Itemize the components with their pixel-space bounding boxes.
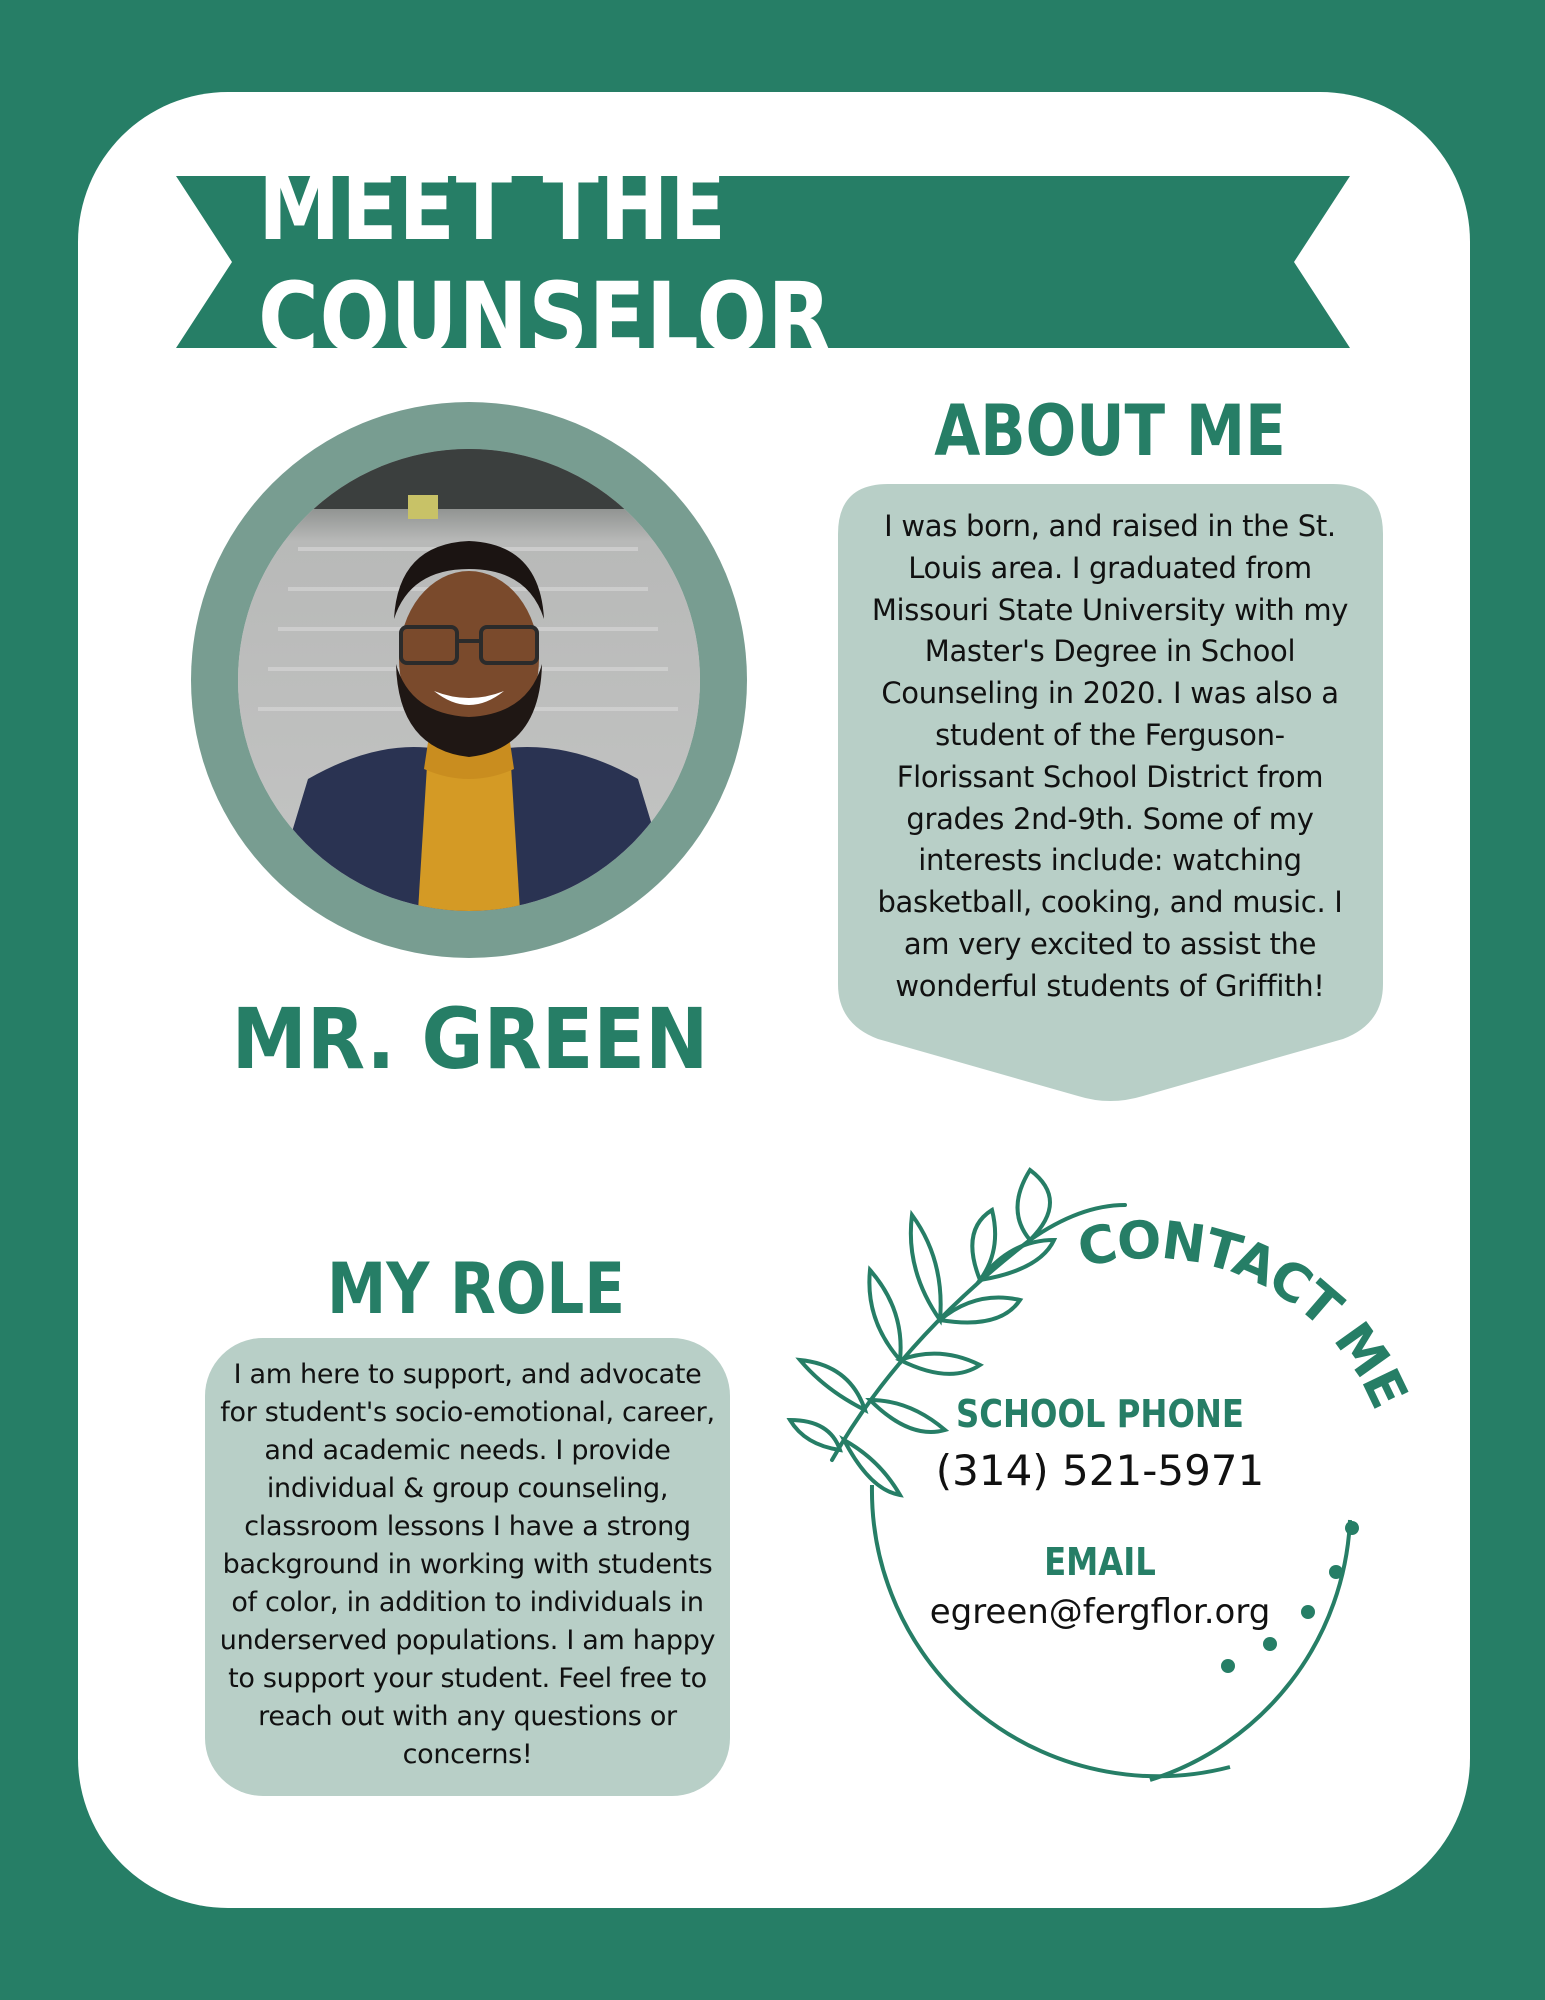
contact-heading-arc [1073,1210,1418,1416]
phone-label: SCHOOL PHONE [955,1392,1244,1436]
page-title: MEET THE COUNSELOR [258,150,833,374]
about-text: I was born, and raised in the St. Louis area. I graduated from Missouri State University with my Master's Degree in School Counseling in 2020. I was also a student of the Ferguson-Florissant School District from grades 2nd-9th. Some of my interests include: watching basketball, cooking, and music. I am very excited to assist the wonderful students of Griffith! [871,509,1349,1003]
phone-number[interactable]: (314) 521-5971 [935,1446,1265,1495]
role-text: I am here to support, and advocate for student's socio-emotional, career, and academic needs. I provide individual & group counseling, classroom lessons I have a strong background in working with students of color, in addition to individuals in underserved populations. I am happy to support your student. Feel free to reach out with any questions or concerns! [219,1359,716,1770]
email-address[interactable]: egreen@fergflor.org [929,1592,1271,1632]
role-heading: MY ROLE [327,1248,625,1330]
photo-frame [191,402,747,958]
about-heading: ABOUT ME [934,390,1286,472]
counselor-portrait [238,449,700,911]
contact-heading: CONTACT ME [1072,1210,1418,1416]
svg-text:CONTACT ME [1073,1210,1418,1416]
email-label: EMAIL [1044,1540,1156,1584]
counselor-name: MR. GREEN [231,990,709,1088]
